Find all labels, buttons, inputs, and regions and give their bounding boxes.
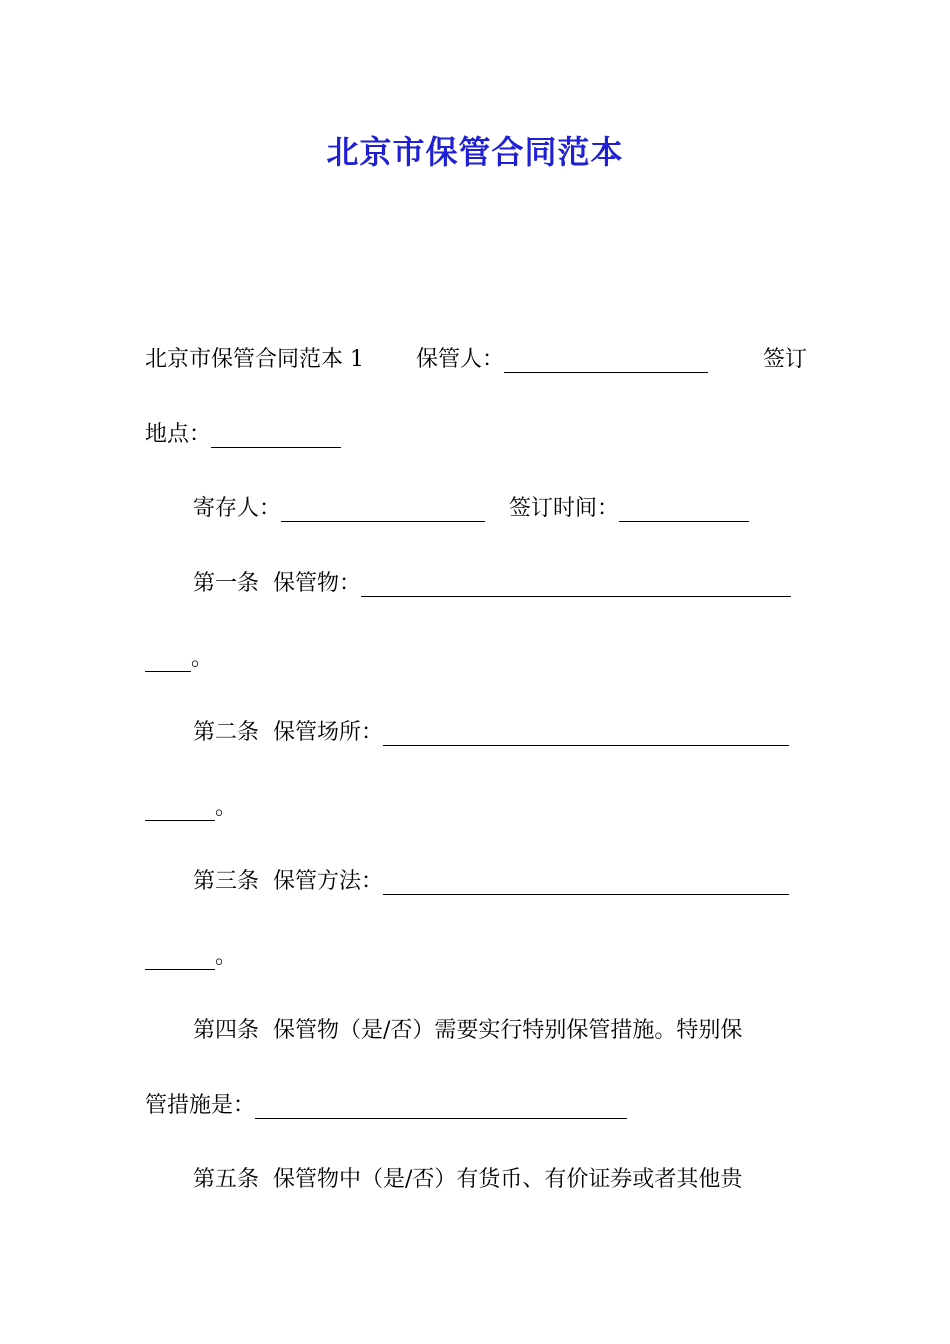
clause-4 [145, 1011, 807, 1051]
place-label-part2: 地点： [145, 422, 212, 447]
place-blank[interactable] [211, 419, 341, 448]
depositor-blank[interactable] [281, 493, 485, 522]
clause-1-blank-cont[interactable] [145, 643, 191, 672]
time-label: 签订时间： [509, 496, 620, 521]
clause-5-label: 第五条 [193, 1167, 260, 1192]
clause-2 [145, 713, 807, 753]
clause-1-cont [145, 639, 807, 679]
clause-4-text: 保管物（是/否）需要实行特别保管措施。特别保 [273, 1018, 743, 1043]
clause-1-blank[interactable] [361, 568, 791, 597]
depositor-line [145, 489, 807, 529]
clause-4-text2: 管措施是： [145, 1093, 256, 1118]
place-line [145, 415, 807, 455]
clause-1 [145, 564, 807, 604]
clause-4-blank[interactable] [255, 1090, 627, 1119]
clause-5-text: 保管物中（是/否）有货币、有价证券或者其他贵 [273, 1167, 743, 1192]
clause-2-blank-cont[interactable] [145, 792, 215, 821]
clause-4-label: 第四条 [193, 1018, 260, 1043]
custodian-label: 保管人： [416, 347, 505, 372]
clause-3-cont [145, 937, 807, 977]
clause-5 [145, 1160, 807, 1200]
clause-3-blank-cont[interactable] [145, 941, 215, 970]
place-label-part1: 签订 [762, 347, 807, 372]
clause-2-blank[interactable] [383, 717, 789, 746]
clause-1-text: 保管物： [273, 571, 362, 596]
clause-3 [145, 862, 807, 902]
clause-2-text: 保管场所： [273, 720, 384, 745]
clause-3-blank[interactable] [383, 866, 789, 895]
document-title: 北京市保管合同范本 [326, 133, 624, 171]
header-line [145, 340, 807, 380]
clause-2-end: 。 [215, 795, 238, 820]
depositor-label: 寄存人： [193, 496, 282, 521]
time-blank[interactable] [619, 493, 749, 522]
clause-3-text: 保管方法： [273, 869, 384, 894]
clause-1-end: 。 [191, 646, 214, 671]
clause-1-label: 第一条 [193, 571, 260, 596]
clause-3-label: 第三条 [193, 869, 260, 894]
clause-3-end: 。 [215, 944, 238, 969]
document-ref: 北京市保管合同范本 1 [145, 347, 364, 372]
custodian-blank[interactable] [504, 344, 708, 373]
clause-2-label: 第二条 [193, 720, 260, 745]
clause-4-cont [145, 1086, 807, 1126]
clause-2-cont [145, 788, 807, 828]
